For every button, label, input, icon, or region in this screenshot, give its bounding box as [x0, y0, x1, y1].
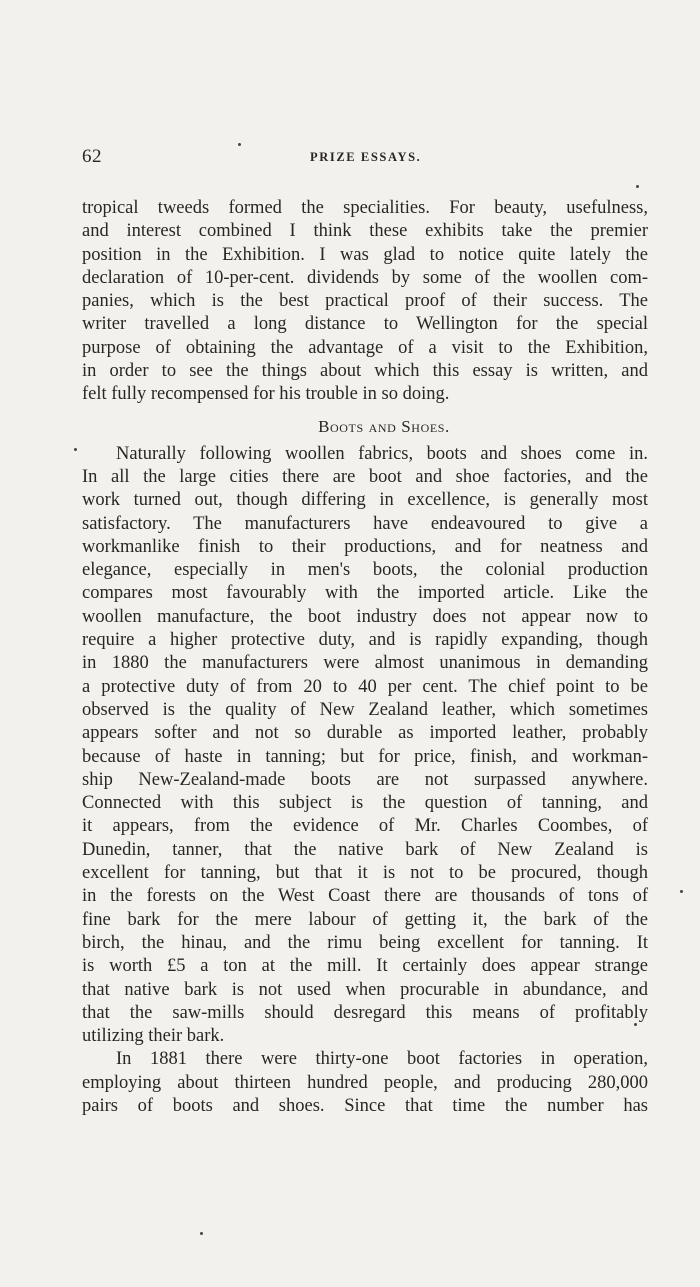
text-line: workmanlike finish to their productions, and for neatness and	[82, 536, 648, 557]
section-heading	[82, 407, 648, 443]
text-line: a protective duty of from 20 to 40 per cent. The chief point to be	[82, 676, 648, 697]
scan-speck	[680, 890, 683, 893]
text-line: it appears, from the evidence of Mr. Charles Coombes, of	[82, 816, 648, 837]
text-line: writer travelled a long distance to Wellington for the special	[82, 314, 648, 335]
text-line: panies, which is the best practical proof of their success. The	[82, 291, 648, 312]
text-line: Connected with this subject is the question of tanning, and	[82, 793, 648, 814]
paragraph-2	[82, 443, 648, 1049]
scan-speck	[636, 185, 639, 188]
paragraph-3	[82, 1048, 648, 1118]
text-line: in 1880 the manufacturers were almost unanimous in demanding	[82, 653, 648, 674]
text-line: felt fully recompensed for his trouble in so doing.	[82, 384, 450, 405]
text-line: declaration of 10-per-cent. dividends by some of the woollen com-	[82, 267, 648, 288]
text-line: employing about thirteen hundred people, and producing 280,000	[82, 1072, 648, 1093]
text-line: utilizing their bark.	[82, 1026, 225, 1047]
scan-speck	[200, 1232, 203, 1235]
text-line: position in the Exhibition. I was glad to notice quite lately the	[82, 244, 648, 265]
text-line: Dunedin, tanner, that the native bark of New Zealand is	[82, 839, 648, 860]
text-line: purpose of obtaining the advantage of a visit to the Exhibition,	[82, 337, 648, 358]
scan-speck	[238, 143, 241, 146]
text-line: and interest combined I think these exhibits take the premier	[82, 221, 648, 242]
scan-speck	[634, 1023, 637, 1026]
text-line: In 1881 there were thirty-one boot factories in operation,	[116, 1049, 648, 1070]
text-line: pairs of boots and shoes. Since that time the number has	[82, 1095, 648, 1116]
text-line: birch, the hinau, and the rimu being excellent for tanning. It	[82, 932, 648, 953]
text-line: woollen manufacture, the boot industry does not appear now to	[82, 606, 648, 627]
text-line: excellent for tanning, but that it is not to be procured, though	[82, 863, 648, 884]
text-line: that native bark is not used when procurable in abundance, and	[82, 979, 648, 1000]
paragraph-1	[82, 197, 648, 407]
text-line: fine bark for the mere labour of getting it, the bark of the	[82, 909, 648, 930]
text-line: because of haste in tanning; but for price, finish, and workman-	[82, 746, 648, 767]
page-header	[82, 146, 648, 172]
section-heading-text: Boots and Shoes.	[318, 416, 450, 436]
running-head: PRIZE ESSAYS.	[310, 150, 422, 164]
text-line: elegance, especially in men's boots, the colonial production	[82, 560, 648, 581]
text-line: compares most favourably with the imported article. Like the	[82, 583, 648, 604]
text-line: appears softer and not so durable as imported leather, probably	[82, 723, 648, 744]
text-line: In all the large cities there are boot and shoe factories, and the	[82, 466, 648, 487]
text-line: that the saw-mills should desregard this means of profitably	[82, 1002, 648, 1023]
text-line: ship New-Zealand-made boots are not surpassed anywhere.	[82, 769, 648, 790]
page-number: 62	[82, 146, 102, 167]
body-text	[82, 197, 648, 1118]
text-line: in order to see the things about which this essay is written, and	[82, 361, 648, 382]
text-line: require a higher protective duty, and is rapidly expanding, though	[82, 630, 648, 651]
text-line: tropical tweeds formed the specialities. For beauty, usefulness,	[82, 198, 648, 218]
scan-speck	[74, 448, 77, 451]
text-line: observed is the quality of New Zealand leather, which sometimes	[82, 699, 648, 720]
text-line: Naturally following woollen fabrics, boots and shoes come in.	[116, 443, 648, 464]
text-line: in the forests on the West Coast there are thousands of tons of	[82, 886, 648, 907]
text-line: is worth £5 a ton at the mill. It certainly does appear strange	[82, 956, 648, 977]
text-line: work turned out, though differing in excellence, is generally most	[82, 490, 648, 511]
text-line: satisfactory. The manufacturers have endeavoured to give a	[82, 513, 648, 534]
